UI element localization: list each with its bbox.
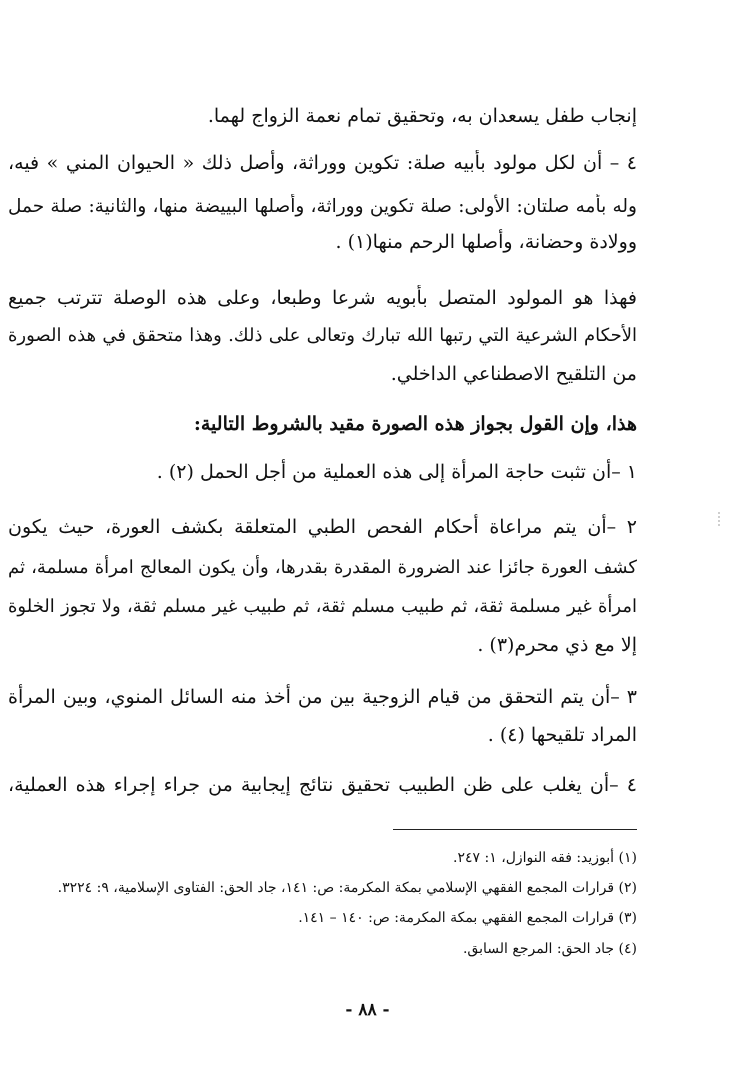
footnote: (١) أبوزيد: فقه النوازل، ١: ٢٤٧. [453, 850, 637, 866]
page-number: - ٨٨ - [345, 1000, 390, 1020]
body-line: ٤ –أن يغلب على ظن الطبيب تحقيق نتائج إيجابية من جراء إجراء هذه العملية، [8, 774, 637, 796]
footnote: (٣) قرارات المجمع الفقهي بمكة المكرمة: ص: ١٤٠ – ١٤١. [298, 910, 637, 926]
footnote: (٤) جاد الحق: المرجع السابق. [462, 941, 637, 957]
footnote-separator [393, 829, 637, 830]
body-line: ٢ –أن يتم مراعاة أحكام الفحص الطبي المتعلقة بكشف العورة، حيث يكون [8, 516, 637, 538]
scan-speck [714, 510, 720, 528]
body-line: وولادة وحضانة، وأصلها الرحم منها(١) . [335, 231, 637, 253]
body-line: إلا مع ذي محرم(٣) . [477, 634, 637, 656]
body-line: ١ –أن تثبت حاجة المرأة إلى هذه العملية من أجل الحمل (٢) . [156, 461, 637, 483]
body-line: ٣ –أن يتم التحقق من قيام الزوجية بين من أخذ منه السائل المنوي، وبين المرأة [8, 686, 637, 708]
body-line: كشف العورة جائزا عند الضرورة المقدرة بقدرها، وأن يكون المعالج امرأة مسلمة، ثم [8, 557, 637, 578]
body-line: وله بأمه صلتان: الأولى: صلة تكوين ووراثة، وأصلها البييضة منها، والثانية: صلة حمل [8, 196, 637, 217]
body-line: ٤ – أن لكل مولود بأبيه صلة: تكوين ووراثة، وأصل ذلك « الحيوان المني » فيه، [8, 152, 637, 174]
body-line: من التلقيح الاصطناعي الداخلي. [390, 363, 637, 385]
body-line: إنجاب طفل يسعدان به، وتحقيق تمام نعمة الزواج لهما. [207, 105, 637, 127]
body-line: امرأة غير مسلمة ثقة، ثم طبيب مسلم ثقة، ثم طبيب غير مسلم ثقة، ولا تجوز الخلوة [8, 596, 637, 617]
body-line: فهذا هو المولود المتصل بأبويه شرعا وطبعا، وعلى هذه الوصلة تترتب جميع [8, 287, 637, 309]
body-line: المراد تلقيحها (٤) . [487, 724, 637, 746]
conditions-heading: هذا، وإن القول بجواز هذه الصورة مقيد بالشروط التالية: [193, 413, 637, 435]
body-line: الأحكام الشرعية التي رتبها الله تبارك وتعالى على ذلك. وهذا متحقق في هذه الصورة [8, 325, 637, 346]
footnote: (٢) قرارات المجمع الفقهي الإسلامي بمكة المكرمة: ص: ١٤١، جاد الحق: الفتاوى الإسلامية، ٩: ٣٢٢٤. [57, 880, 637, 896]
